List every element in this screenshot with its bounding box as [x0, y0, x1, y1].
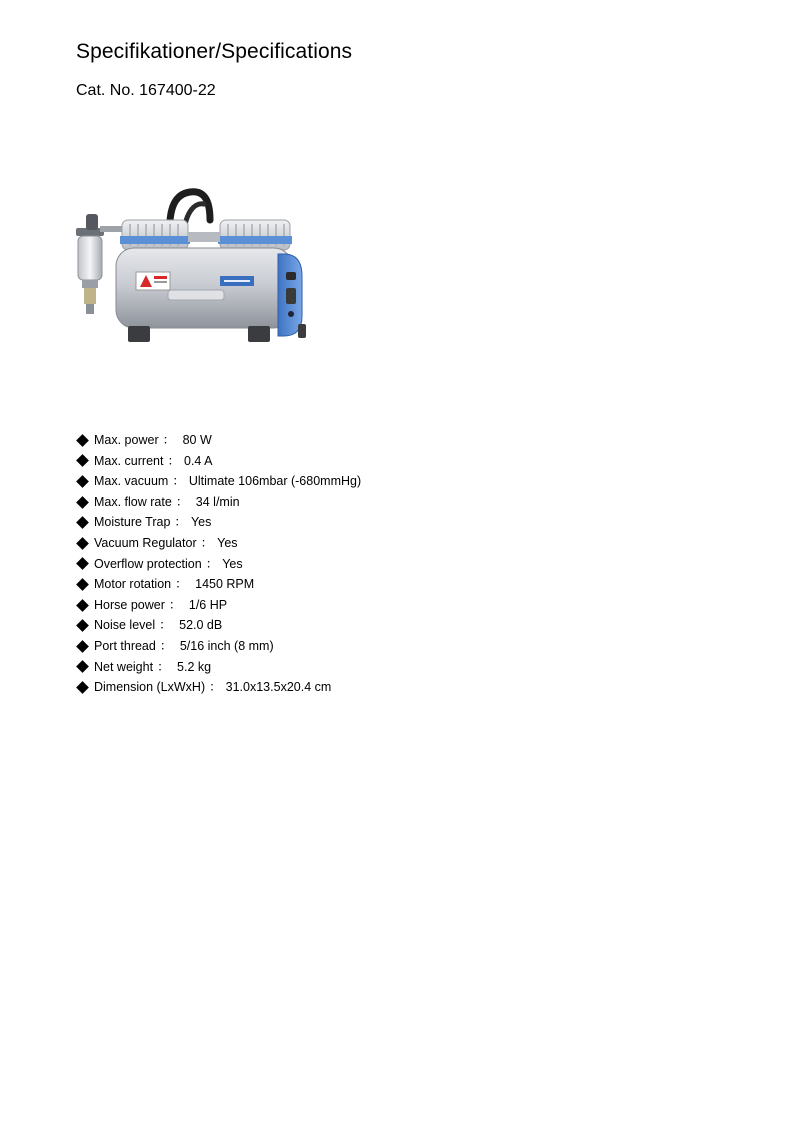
spec-label: Overflow protection	[94, 556, 202, 571]
spec-separator: ：	[200, 535, 214, 550]
spec-separator: ：	[209, 680, 222, 695]
spec-label: Max. vacuum	[94, 474, 169, 489]
spec-separator: ：	[159, 638, 173, 653]
spec-item	[76, 574, 361, 595]
spec-value: 1/6 HP	[185, 597, 228, 612]
spec-item	[76, 451, 361, 472]
spec-value: 80 W	[179, 433, 212, 447]
spec-value: 5/16 inch (8 mm)	[176, 638, 274, 653]
diamond-bullet-icon	[76, 578, 89, 591]
spec-separator: ：	[175, 494, 189, 509]
spec-label: Dimension (LxWxH)	[94, 680, 206, 695]
spec-label: Horse power	[94, 597, 165, 612]
spec-label: Max. current	[94, 453, 164, 468]
spec-label: Vacuum Regulator	[94, 535, 197, 550]
diamond-bullet-icon	[76, 516, 89, 529]
catalog-number: Cat. No. 167400-22	[76, 82, 216, 99]
diamond-bullet-icon	[76, 475, 89, 488]
spec-label: Motor rotation	[94, 577, 172, 592]
spec-value: 5.2 kg	[173, 659, 212, 674]
page-title: Specifikationer/Specifications	[76, 40, 353, 63]
spec-value: 52.0 dB	[175, 618, 223, 633]
spec-item	[76, 677, 361, 698]
spec-separator: ：	[162, 433, 176, 447]
spec-value: Yes	[217, 535, 238, 550]
spec-separator: ：	[167, 453, 180, 468]
spec-item	[76, 512, 361, 533]
diamond-bullet-icon	[76, 537, 89, 550]
spec-value: Ultimate 106mbar (-680mmHg)	[188, 474, 362, 489]
spec-value: Yes	[222, 556, 243, 571]
spec-separator: ：	[172, 474, 185, 489]
diamond-bullet-icon	[76, 599, 89, 612]
spec-item	[76, 657, 361, 678]
spec-separator: ：	[205, 556, 219, 571]
diamond-bullet-icon	[76, 619, 89, 632]
spec-label: Moisture Trap	[94, 515, 171, 530]
spec-label: Port thread	[94, 638, 156, 653]
spec-separator: ：	[157, 659, 170, 674]
spec-item	[76, 636, 361, 657]
spec-value: 31.0x13.5x20.4 cm	[225, 680, 332, 695]
spec-value: 1450 RPM	[191, 577, 255, 592]
spec-item	[76, 430, 361, 451]
spec-value: 34 l/min	[192, 494, 240, 509]
spec-item	[76, 533, 361, 554]
diamond-bullet-icon	[76, 660, 89, 673]
diamond-bullet-icon	[76, 681, 89, 694]
spec-label: Max. power	[94, 433, 159, 447]
spec-item	[76, 492, 361, 513]
diamond-bullet-icon	[76, 496, 89, 509]
spec-label: Max. flow rate	[94, 494, 172, 509]
vacuum-pump-image	[72, 186, 308, 356]
spec-list	[76, 430, 361, 698]
spec-item	[76, 554, 361, 575]
spec-value: 0.4 A	[183, 453, 213, 468]
spec-label: Net weight	[94, 659, 154, 674]
spec-separator: ：	[168, 597, 182, 612]
diamond-bullet-icon	[76, 455, 89, 468]
spec-separator: ：	[159, 618, 172, 633]
spec-label: Noise level	[94, 618, 156, 633]
spec-item	[76, 471, 361, 492]
spec-item	[76, 615, 361, 636]
spec-separator: ：	[175, 577, 188, 592]
diamond-bullet-icon	[76, 640, 89, 653]
spec-value: Yes	[190, 515, 212, 530]
spec-separator: ：	[174, 515, 187, 530]
spec-item	[76, 595, 361, 616]
diamond-bullet-icon	[76, 557, 89, 570]
diamond-bullet-icon	[76, 434, 89, 447]
